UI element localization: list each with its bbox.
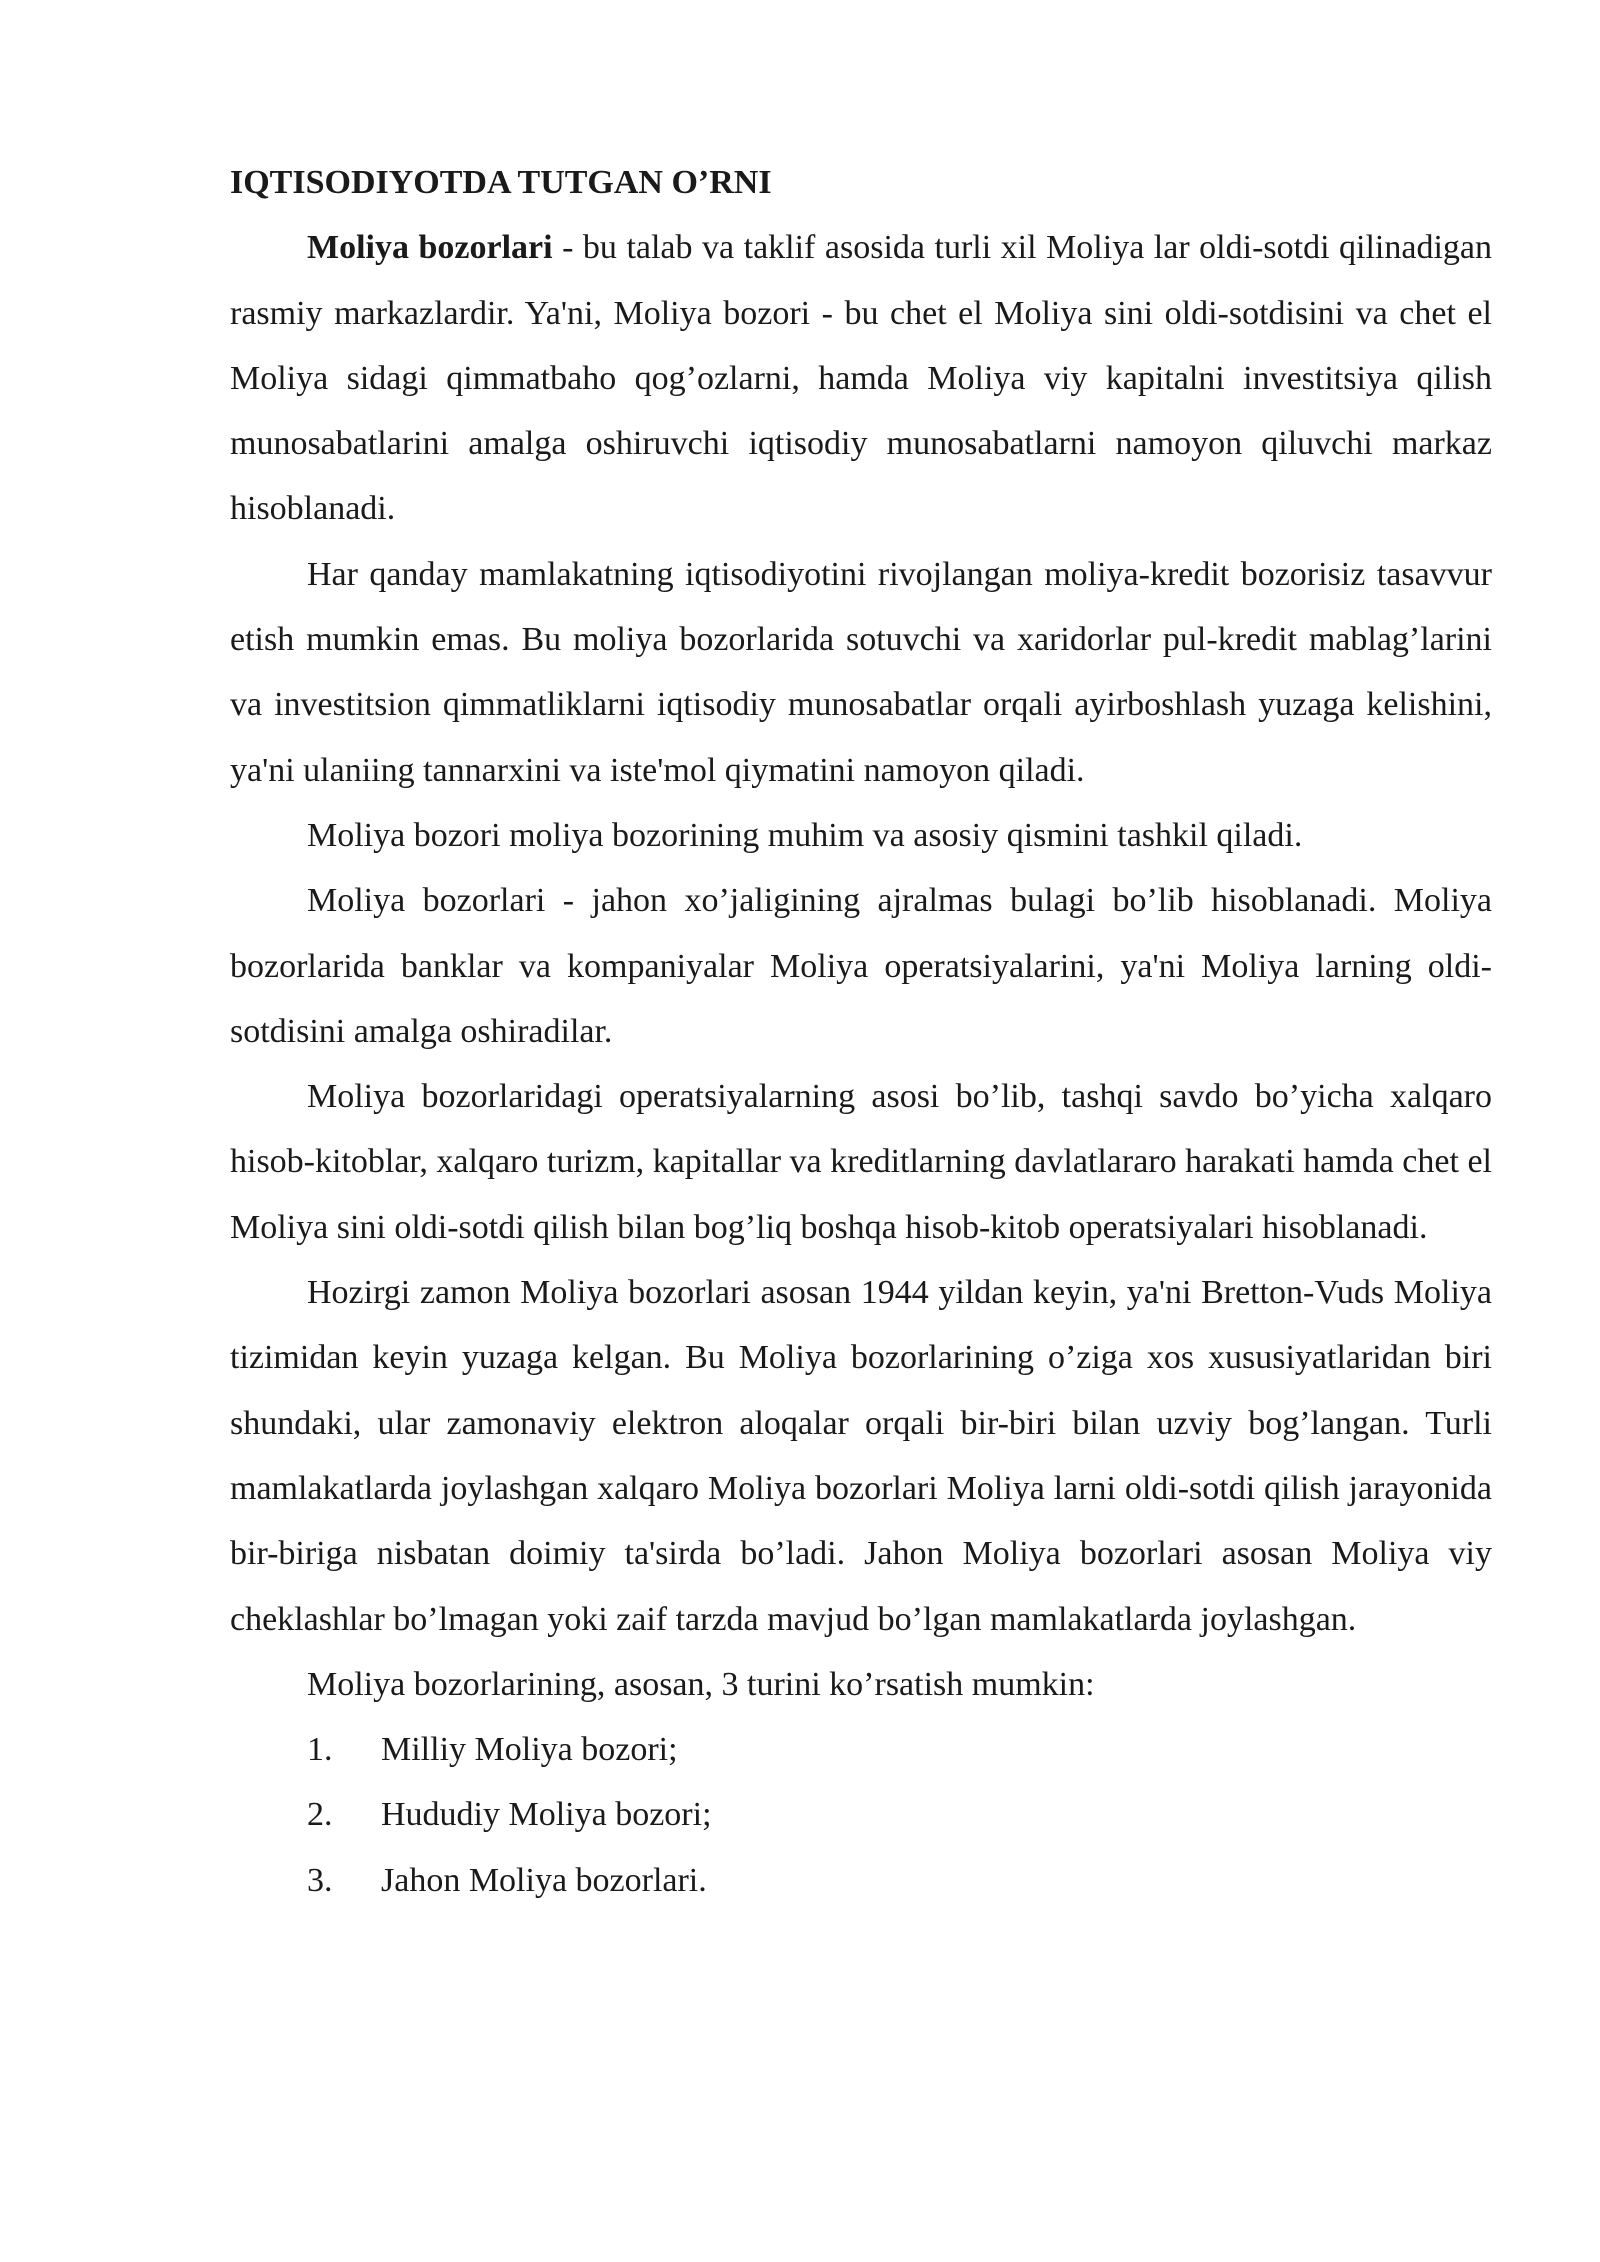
- lead-term: Moliya bozorlari: [307, 229, 553, 267]
- market-types-list: [230, 1717, 1492, 1913]
- list-item: [230, 1848, 1492, 1913]
- paragraph: Moliya bozori moliya bozorining muhim va asosiy qismini tashkil qiladi.: [307, 816, 1303, 854]
- paragraph: Moliya bozorlarining, asosan, 3 turini ko’rsatish mumkin:: [307, 1665, 1095, 1703]
- list-item-text: Hududiy Moliya bozori;: [381, 1796, 712, 1834]
- list-item-text: Jahon Moliya bozorlari.: [381, 1861, 707, 1899]
- paragraph-definition: [230, 215, 1492, 541]
- list-number: 2.: [307, 1796, 333, 1834]
- paragraph: Har qanday mamlakatning iqtisodiyotini rivojlangan moliya-kredit bozorisiz tasavvur etish mumkin emas. Bu moliya bozorlarida sotuvchi va xaridorlar pul-kredit mablag’larini va investitsion qimmatliklarni iqtisodiy munosabatlar orqali ayirboshlash yuzaga kelishini, ya'ni ulaniing tannarxini va iste'mol qiymatini namoyon qiladi.: [230, 555, 1492, 789]
- paragraph-definition-text: - bu talab va taklif asosida turli xil Moliya lar oldi-sotdi qilinadigan rasmiy markazlardir. Ya'ni, Moliya bozori - bu chet el Moliya sini oldi-sotdisini va chet el Moliya sidagi qimmatbaho qog’ozlarni, hamda Moliya viy kapitalni investitsiya qilish munosabatlarini amalga oshiruvchi iqtisodiy munosabatlarni namoyon qiluvchi markaz hisoblanadi.: [230, 229, 1493, 528]
- paragraph: Moliya bozorlaridagi operatsiyalarning asosi bo’lib, tashqi savdo bo’yicha xalqaro hisob-kitoblar, xalqaro turizm, kapitallar va kreditlarning davlatlararo harakati hamda chet el Moliya sini oldi-sotdi qilish bilan bog’liq boshqa hisob-kitob operatsiyalari hisoblanadi.: [230, 1078, 1492, 1246]
- list-item: [230, 1782, 1492, 1847]
- paragraph: Hozirgi zamon Moliya bozorlari asosan 1944 yildan keyin, ya'ni Bretton-Vuds Moliya tizimidan keyin yuzaga kelgan. Bu Moliya bozorlarining o’ziga xos xususiyatlaridan biri shundaki, ular zamonaviy elektron aloqalar orqali bir-biri bilan uzviy bog’langan. Turli mamlakatlarda joylashgan xalqaro Moliya bozorlari Moliya larni oldi-sotdi qilish jarayonida bir-biriga nisbatan doimiy ta'sirda bo’ladi. Jahon Moliya bozorlari asosan Moliya viy cheklashlar bo’lmagan yoki zaif tarzda mavjud bo’lgan mamlakatlarda joylashgan.: [230, 1274, 1492, 1638]
- section-heading: IQTISODIYOTDA TUTGAN O’RNI: [230, 164, 772, 201]
- document-body: [230, 150, 1492, 1913]
- list-number: 3.: [307, 1861, 333, 1899]
- list-item-text: Milliy Moliya bozori;: [381, 1731, 678, 1769]
- list-item: [230, 1717, 1492, 1782]
- list-number: 1.: [307, 1731, 333, 1769]
- paragraph: Moliya bozorlari - jahon xo’jaligining ajralmas bulagi bo’lib hisoblanadi. Moliya bozorlarida banklar va kompaniyalar Moliya operatsiyalarini, ya'ni Moliya larning oldi-sotdisini amalga oshiradilar.: [230, 882, 1492, 1050]
